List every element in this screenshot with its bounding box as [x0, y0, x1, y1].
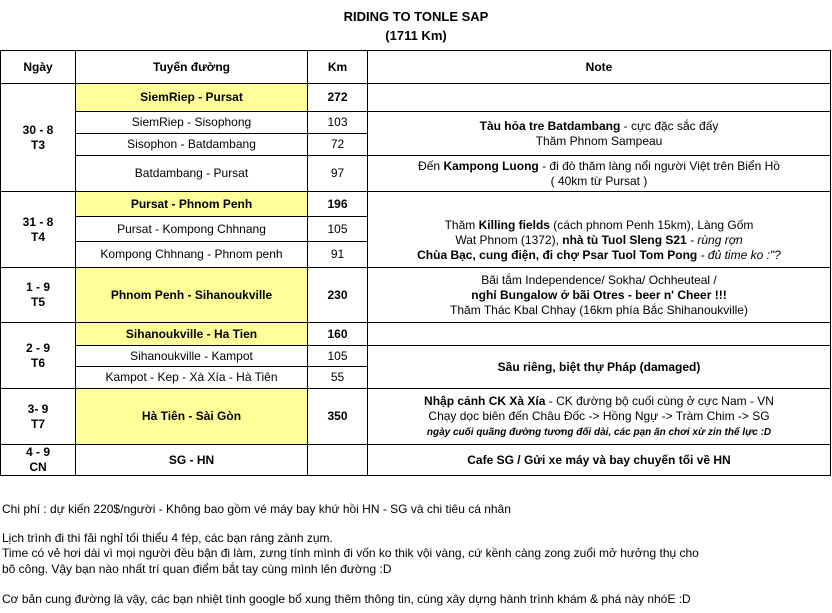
- km-cell: 97: [308, 156, 368, 192]
- day-cell: 4 - 9 CN: [1, 445, 76, 476]
- footer-cost: Chi phí : dự kiến 220$/người - Không bao gồm vé máy bay khứ hồi HN - SG và chi tiêu cá nhân: [2, 502, 511, 516]
- footer-line: Cơ bản cung đường là vậy, các bạn nhiệt tình google bổ xung thêm thông tin, cùng xây dựng hành trình khám & phá này nhóE :D: [2, 592, 691, 606]
- route-cell: Kampot - Kep - Xà Xía - Hà Tiên: [76, 367, 308, 389]
- footer-line: bõ công. Vậy bạn nào nhất trí quan điểm bắt tay cùng mình lên đường :D: [2, 562, 392, 576]
- km-cell: 196: [308, 192, 368, 217]
- header-km: Km: [308, 51, 368, 84]
- route-cell: Sihanoukville - Kampot: [76, 346, 308, 367]
- table-row: [1, 323, 831, 346]
- table-row: [1, 268, 831, 323]
- day-cell: 1 - 9 T5: [1, 268, 76, 323]
- header-day: Ngày: [1, 51, 76, 84]
- km-cell: 103: [308, 112, 368, 134]
- route-cell: Kompong Chhnang - Phnom penh: [76, 242, 308, 268]
- note-cell: Đến Kampong Luong - đi đò thăm làng nổi người Việt trên Biển Hồ ( 40km từ Pursat ): [368, 156, 831, 192]
- km-cell: 105: [308, 217, 368, 242]
- note-cell: Nhập cảnh CK Xà Xía - CK đường bộ cuối cùng ở cực Nam - VN Chạy dọc biên đến Châu Đốc -> Hồng Ngự -> Tràm Chim -> SG ngày cuối quãng đường tương đối dài, các pạn ăn chơi xừ zin thế lực :D: [368, 389, 831, 445]
- table-row: [1, 156, 831, 192]
- km-cell: 91: [308, 242, 368, 268]
- header-note: Note: [368, 51, 831, 84]
- header-row: [1, 51, 831, 84]
- route-cell: Sihanoukville - Ha Tien: [76, 323, 308, 346]
- page-title: RIDING TO TONLE SAP: [343, 9, 489, 24]
- day-cell: 30 - 8 T3: [1, 84, 76, 192]
- note-cell: Cafe SG / Gửi xe máy và bay chuyến tối về HN: [368, 445, 831, 476]
- page-subtitle: (1711 Km): [385, 28, 447, 43]
- note-cell: [368, 84, 831, 112]
- km-cell: 105: [308, 346, 368, 367]
- day-cell: 3- 9 T7: [1, 389, 76, 445]
- route-cell: SiemRiep - Pursat: [76, 84, 308, 112]
- route-cell: Phnom Penh - Sihanoukville: [76, 268, 308, 323]
- footer-line: Time có vẻ hơi dài vì mọi người đều bận đi làm, zưng tính mình đi vốn ko thik vội vàng, cứ kềnh càng zong zuổi mở hưởng thụ cho: [2, 546, 699, 560]
- km-cell: 350: [308, 389, 368, 445]
- note-cell: Bãi tắm Independence/ Sokha/ Ochheuteal / nghỉ Bungalow ở bãi Otres - beer n' Cheer !!! Thăm Thác Kbal Chhay (16km phía Bắc Shihanoukville): [368, 268, 831, 323]
- km-cell: 160: [308, 323, 368, 346]
- table-row: [1, 112, 831, 134]
- route-cell: Batdambang - Pursat: [76, 156, 308, 192]
- header-route: Tuyến đường: [76, 51, 308, 84]
- route-cell: Pursat - Phnom Penh: [76, 192, 308, 217]
- table-row: [1, 346, 831, 367]
- km-cell: 55: [308, 367, 368, 389]
- route-cell: Sisophon - Batdambang: [76, 134, 308, 156]
- table-row: [1, 445, 831, 476]
- km-cell: [308, 445, 368, 476]
- route-cell: Pursat - Kompong Chhnang: [76, 217, 308, 242]
- route-cell: SiemRiep - Sisophong: [76, 112, 308, 134]
- note-cell: [368, 323, 831, 346]
- day-cell: 2 - 9 T6: [1, 323, 76, 389]
- km-cell: 230: [308, 268, 368, 323]
- route-cell: Hà Tiên - Sài Gòn: [76, 389, 308, 445]
- day-cell: 31 - 8 T4: [1, 192, 76, 268]
- itinerary-table: [0, 50, 831, 476]
- note-cell: Thăm Killing fields (cách phnom Penh 15km), Làng Gốm Wat Phnom (1372), nhà tù Tuol Sleng S21 - rùng rợn Chùa Bạc, cung điện, đi chợ Psar Tuol Tom Pong - đủ time ko :"?: [368, 192, 831, 268]
- table-row: [1, 389, 831, 445]
- table-row: [1, 192, 831, 217]
- table-row: [1, 84, 831, 112]
- km-cell: 272: [308, 84, 368, 112]
- footer-line: Lịch trình đi thì fải nghỉ tối thiểu 4 fép, các bạn ráng zành zụm.: [2, 531, 333, 545]
- note-cell: Sầu riêng, biệt thự Pháp (damaged): [368, 346, 831, 389]
- km-cell: 72: [308, 134, 368, 156]
- note-cell: Tàu hỏa tre Batdambang - cực đặc sắc đấy Thăm Phnom Sampeau: [368, 112, 831, 156]
- route-cell: SG - HN: [76, 445, 308, 476]
